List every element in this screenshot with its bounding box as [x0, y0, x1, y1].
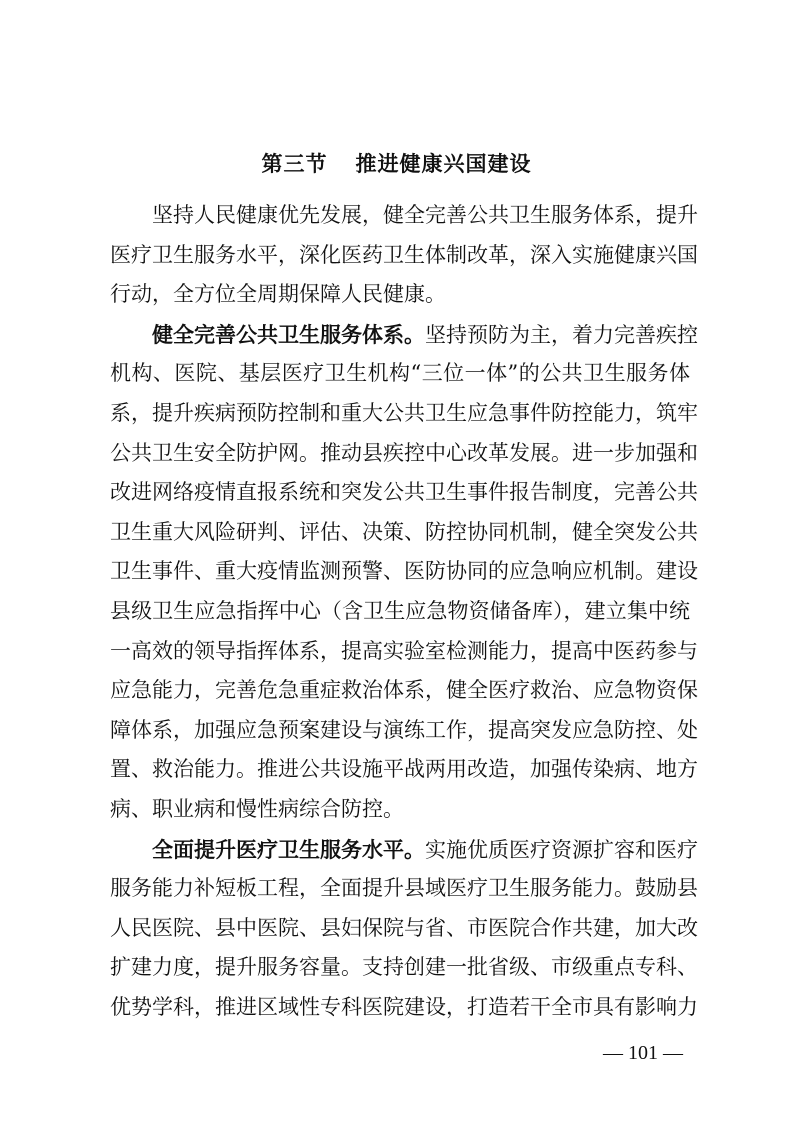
text-line: 系，提升疾病预防控制和重大公共卫生应急事件防控能力，筑牢 — [110, 400, 698, 425]
text-line: 医疗卫生服务水平，深化医药卫生体制改革，深入实施健康兴国 — [110, 242, 698, 267]
page-number: — 101 — — [603, 1042, 683, 1064]
text-line: 机构、医院、基层医疗卫生机构“三位一体”的公共卫生服务体 — [110, 361, 690, 386]
text-line: 障体系，加强应急预案建设与演练工作，提高突发应急防控、处 — [110, 717, 698, 742]
text-line — [110, 315, 698, 355]
text-line: 坚持人民健康优先发展，健全完善公共卫生服务体系，提升 — [152, 203, 698, 227]
paragraph-lead: 健全完善公共卫生服务体系。 — [152, 321, 425, 347]
text-line: 卫生事件、重大疫情监测预警、医防协同的应急响应机制。建设 — [110, 559, 698, 584]
text-line: 县级卫生应急指挥中心（含卫生应急物资储备库），建立集中统 — [110, 598, 690, 623]
text-line — [110, 830, 698, 870]
text-line: 应急能力，完善危急重症救治体系，健全医疗救治、应急物资保 — [110, 678, 698, 703]
section-heading — [0, 150, 793, 178]
text-line: 一高效的领导指挥体系，提高实验室检测能力，提高中医药参与 — [110, 638, 698, 663]
section-number: 第三节 — [261, 151, 328, 176]
paragraph-3 — [110, 830, 698, 1028]
paragraph-2 — [110, 315, 698, 830]
paragraph-lead: 全面提升医疗卫生服务水平。 — [152, 836, 425, 862]
paragraph-1 — [110, 196, 698, 315]
paragraph-text: 坚持预防为主，着力完善疾控 — [425, 322, 698, 347]
text-line: 置、救治能力。推进公共设施平战两用改造，加强传染病、地方 — [110, 757, 698, 782]
paragraph-text: 实施优质医疗资源扩容和医疗 — [425, 837, 698, 862]
section-title: 推进健康兴国建设 — [355, 151, 532, 176]
text-line: 服务能力补短板工程，全面提升县域医疗卫生服务能力。鼓励县 — [110, 876, 698, 901]
text-line: 病、职业病和慢性病综合防控。 — [110, 796, 404, 821]
body-text — [110, 196, 698, 1027]
text-line: 改进网络疫情直报系统和突发公共卫生事件报告制度，完善公共 — [110, 480, 698, 505]
text-line: 行动，全方位全周期保障人民健康。 — [110, 282, 446, 307]
text-line: 卫生重大风险研判、评估、决策、防控协同机制，健全突发公共 — [110, 519, 698, 544]
text-line: 优势学科，推进区域性专科医院建设，打造若干全市具有影响力 — [110, 994, 698, 1019]
text-line: 人民医院、县中医院、县妇保院与省、市医院合作共建，加大改 — [110, 915, 698, 940]
text-line: 公共卫生安全防护网。推动县疾控中心改革发展。进一步加强和 — [110, 440, 698, 465]
text-line: 扩建力度，提升服务容量。支持创建一批省级、市级重点专科、 — [110, 955, 698, 980]
